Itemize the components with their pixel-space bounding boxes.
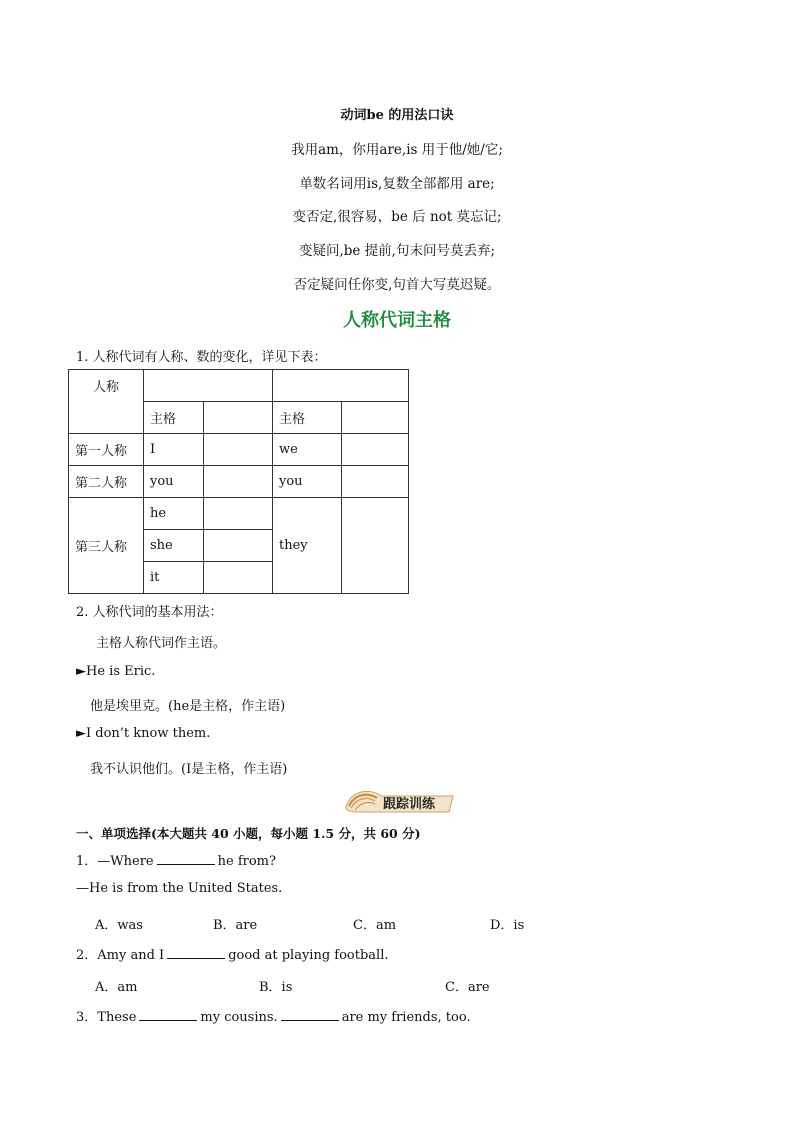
answer-blank (281, 1010, 339, 1021)
table-cell (204, 562, 273, 594)
example-1-zh: 他是埃里克。(he是主格，作主语) (90, 699, 286, 714)
table-cell (204, 498, 273, 530)
mnemonic-line: 我用am，你用are,is 用于他/她/它; (291, 142, 503, 158)
cell-third-plural: they (273, 498, 342, 594)
q2-option-c: C．are (445, 980, 490, 995)
example-2-en: ►I don’t know them. (76, 726, 211, 741)
row-label-second: 第二人称 (69, 466, 144, 498)
table-cell (204, 530, 273, 562)
question-1-answer-line: —He is from the United States. (76, 881, 283, 896)
example-2-zh: 我不认识他们。(I是主格，作主语) (90, 762, 288, 777)
cell-second-plural: you (273, 466, 342, 498)
section-title: 人称代词主格 (343, 310, 451, 331)
q1-option-a: A．was (95, 918, 143, 933)
mnemonic-title: 动词be 的用法口诀 (340, 108, 454, 123)
answer-blank (157, 854, 215, 865)
table-header-subject: 主格 (273, 402, 342, 434)
q2-option-b: B．is (259, 980, 293, 995)
cell-second-sing: you (144, 466, 204, 498)
example-1-en: ►He is Eric. (76, 664, 156, 679)
mnemonic-line: 变否定,很容易，be 后 not 莫忘记; (292, 209, 502, 225)
table-cell (273, 370, 409, 402)
table-cell (204, 434, 273, 466)
table-cell (341, 466, 409, 498)
cell-first-sing: I (144, 434, 204, 466)
table-cell (341, 498, 409, 594)
q1-option-c: C．am (353, 918, 397, 933)
exercise-header: 一、单项选择(本大题共 40 小题，每小题 1.5 分，共 60 分) (76, 826, 421, 841)
table-cell (341, 434, 409, 466)
point-1-text: 1. 人称代词有人称、数的变化，详见下表： (76, 350, 327, 365)
table-cell (144, 370, 273, 402)
mnemonic-line: 否定疑问任你变,句首大写莫迟疑。 (293, 277, 501, 293)
q2-option-a: A．am (95, 980, 138, 995)
row-label-third: 第三人称 (69, 498, 144, 594)
pronoun-table (68, 369, 409, 594)
row-label-first: 第一人称 (69, 434, 144, 466)
cell-third-he: he (144, 498, 204, 530)
table-header-person: 人称 (69, 370, 144, 434)
point-2-rule: 主格人称代词作主语。 (96, 636, 227, 651)
mnemonic-line: 变疑问,be 提前,句末问号莫丢弃; (298, 243, 496, 259)
q1-option-d: D．is (490, 918, 525, 933)
question-3: 3．These my cousins. are my friends, too. (76, 1010, 471, 1025)
table-cell (204, 466, 273, 498)
table-cell (204, 402, 273, 434)
table-cell (341, 402, 409, 434)
question-1: 1．—Where he from? (76, 854, 276, 869)
cell-third-it: it (144, 562, 204, 594)
question-2: 2．Amy and I good at playing football. (76, 948, 389, 963)
banner-text: 跟踪训练 (383, 797, 436, 812)
q1-option-b: B．are (213, 918, 258, 933)
answer-blank (167, 948, 225, 959)
cell-third-she: she (144, 530, 204, 562)
point-2-title: 2. 人称代词的基本用法： (76, 605, 223, 620)
bullet-icon: ► (76, 726, 86, 741)
table-header-subject: 主格 (144, 402, 204, 434)
answer-blank (139, 1010, 197, 1021)
mnemonic-line: 单数名词用is,复数全部都用 are; (299, 176, 495, 192)
bullet-icon: ► (76, 664, 86, 679)
practice-banner (341, 786, 455, 816)
cell-first-plural: we (273, 434, 342, 466)
